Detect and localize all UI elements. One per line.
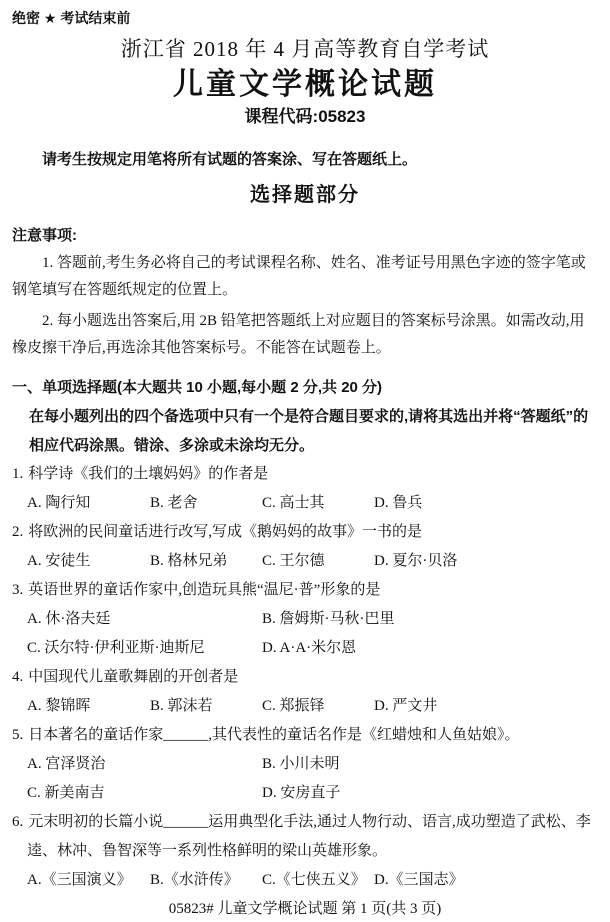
question-2-number: 2. xyxy=(12,524,24,540)
question-6-stem-text: 元末明初的长篇小说______运用典型化手法,通过人物行动、语言,成功塑造了武松、李逵、林冲、鲁智深等一系列性格鲜明的梁山英雄形象。 xyxy=(27,814,591,859)
question-2-stem xyxy=(12,518,598,547)
page-footer: 05823# 儿童文学概论试题 第 1 页(共 3 页) xyxy=(168,901,442,917)
question-2-option-d: D. 夏尔·贝洛 xyxy=(374,553,458,569)
question-6-option-a: A.《三国演义》 xyxy=(27,872,132,888)
question-5-stem xyxy=(12,721,598,750)
question-5-stem-text: 日本著名的童话作家______,其代表性的童话名作是《红蜡烛和人鱼姑娘》。 xyxy=(28,727,520,743)
question-1-option-a: A. 陶行知 xyxy=(27,495,91,511)
paper-title: 儿童文学概论试题 xyxy=(173,68,437,101)
question-5-option-a: A. 宫泽贤治 xyxy=(27,756,106,772)
classification-banner: 绝密 ★ 考试结束前 xyxy=(12,10,131,26)
question-4-option-d: D. 严文井 xyxy=(374,698,438,714)
question-1-stem xyxy=(12,460,598,489)
question-1-stem-text: 科学诗《我们的土壤妈妈》的作者是 xyxy=(28,466,269,482)
question-1 xyxy=(12,460,598,518)
question-3-option-d: D. A·A·米尔恩 xyxy=(262,640,357,656)
section-title: 选择题部分 xyxy=(250,184,360,206)
question-2 xyxy=(12,518,598,576)
question-1-number: 1. xyxy=(12,466,24,482)
question-2-option-b: B. 格林兄弟 xyxy=(150,553,228,569)
question-4-number: 4. xyxy=(12,669,24,685)
question-5-options xyxy=(27,750,598,808)
question-2-options xyxy=(27,547,598,576)
question-6-number: 6. xyxy=(12,814,24,830)
question-2-stem-text: 将欧洲的民间童话进行改写,写成《鹅妈妈的故事》一书的是 xyxy=(28,524,423,540)
notes-heading: 注意事项: xyxy=(12,227,77,244)
course-code: 课程代码:05823 xyxy=(244,107,366,126)
question-4-option-c: C. 郑振铎 xyxy=(262,698,325,714)
question-1-options xyxy=(27,489,598,518)
question-4-options xyxy=(27,692,598,721)
question-4-option-b: B. 郭沫若 xyxy=(150,698,213,714)
question-3-option-b: B. 詹姆斯·马秋·巴里 xyxy=(262,611,395,627)
part-instruction: 在每小题列出的四个备选项中只有一个是符合题目要求的,请将其选出并将“答题纸”的相应代码涂黑。错涂、多涂或未涂均无分。 xyxy=(29,408,589,454)
question-6-stem xyxy=(12,808,598,866)
question-6-option-b: B.《水浒传》 xyxy=(150,872,239,888)
question-2-option-c: C. 王尔德 xyxy=(262,553,325,569)
question-3-options xyxy=(27,605,598,663)
note-item-2: 2. 每小题选出答案后,用 2B 铅笔把答题纸上对应题目的答案标号涂黑。如需改动,用橡皮擦干净后,再选涂其他答案标号。不能答在试题卷上。 xyxy=(12,313,585,356)
question-6-option-c: C.《七侠五义》 xyxy=(262,872,366,888)
question-5-option-b: B. 小川未明 xyxy=(262,756,340,772)
question-4 xyxy=(12,663,598,721)
question-5-option-c: C. 新美南吉 xyxy=(27,785,105,801)
question-5-option-d: D. 安房直子 xyxy=(262,785,341,801)
question-5-number: 5. xyxy=(12,727,24,743)
answer-sheet-notice: 请考生按规定用笔将所有试题的答案涂、写在答题纸上。 xyxy=(42,151,418,168)
question-6 xyxy=(12,808,598,895)
question-5 xyxy=(12,721,598,808)
question-4-option-a: A. 黎锦晖 xyxy=(27,698,91,714)
question-3 xyxy=(12,576,598,663)
question-4-stem-text: 中国现代儿童歌舞剧的开创者是 xyxy=(28,669,239,685)
question-4-stem xyxy=(12,663,598,692)
part-heading: 一、单项选择题(本大题共 10 小题,每小题 2 分,共 20 分) xyxy=(12,379,383,396)
question-6-options xyxy=(27,866,598,895)
question-3-option-a: A. 休·洛夫廷 xyxy=(27,611,111,627)
question-1-option-b: B. 老舍 xyxy=(150,495,198,511)
question-3-number: 3. xyxy=(12,582,24,598)
question-6-option-d: D.《三国志》 xyxy=(374,872,464,888)
question-3-stem xyxy=(12,576,598,605)
note-item-1: 1. 答题前,考生务必将自己的考试课程名称、姓名、准考证号用黑色字迹的签字笔或钢笔填写在答题纸规定的位置上。 xyxy=(12,255,586,298)
question-3-stem-text: 英语世界的童话作家中,创造玩具熊“温尼·普”形象的是 xyxy=(28,582,381,598)
question-1-option-c: C. 高士其 xyxy=(262,495,325,511)
question-2-option-a: A. 安徒生 xyxy=(27,553,91,569)
question-1-option-d: D. 鲁兵 xyxy=(374,495,423,511)
question-3-option-c: C. 沃尔特·伊利亚斯·迪斯尼 xyxy=(27,640,205,656)
exam-session-title: 浙江省 2018 年 4 月高等教育自学考试 xyxy=(120,37,490,61)
